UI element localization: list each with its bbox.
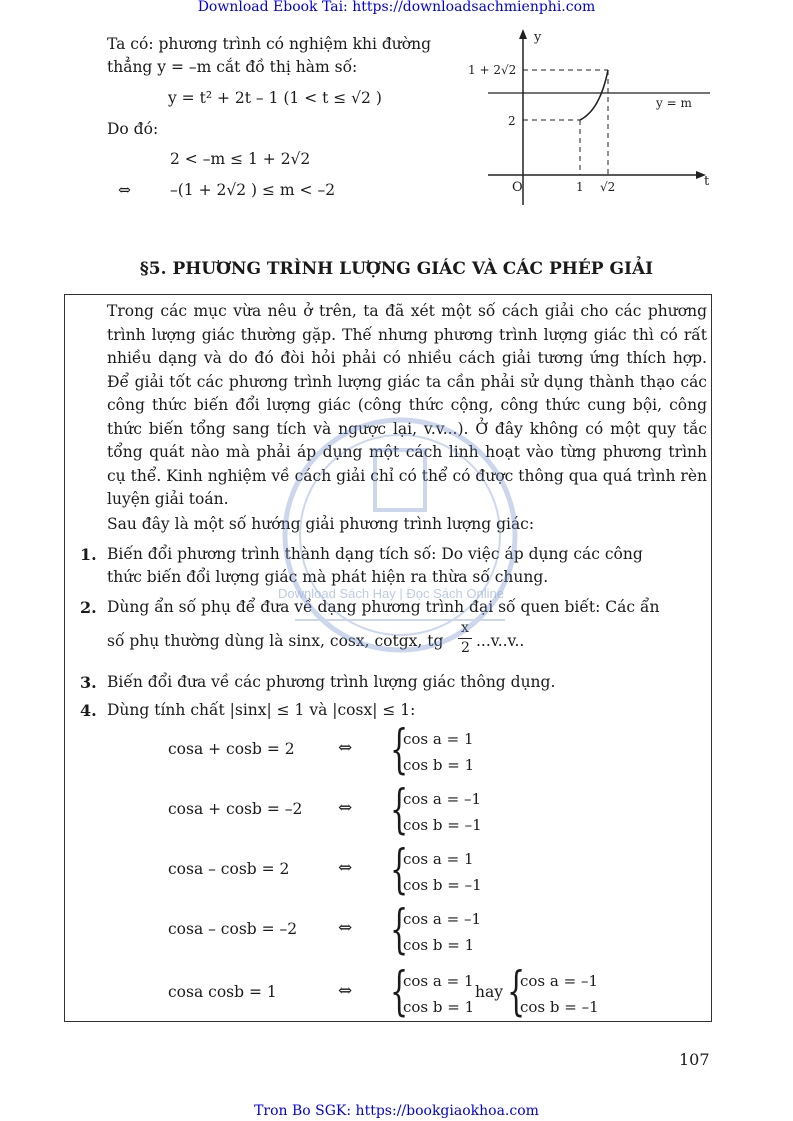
intro-do-do: Do đó: xyxy=(107,120,159,138)
system-5-brace-b: { xyxy=(507,962,526,1022)
system-3-equiv: ⇔ xyxy=(338,858,353,878)
system-1-brace: { xyxy=(390,720,409,780)
y-tick-top: 1 + 2√2 xyxy=(468,63,517,77)
system-2-row-1: cos a = –1 xyxy=(403,790,481,808)
footer-link[interactable]: Tron Bo SGK: https://bookgiaokhoa.com xyxy=(254,1103,539,1119)
system-1-row-1: cos a = 1 xyxy=(403,730,474,748)
system-4-brace: { xyxy=(390,900,409,960)
fraction-numerator: x xyxy=(461,620,469,636)
system-5-row-1: cos a = 1 xyxy=(403,972,474,990)
system-4-row-1: cos a = –1 xyxy=(403,910,481,928)
system-4-equiv: ⇔ xyxy=(338,918,353,938)
system-4-lhs: cosa – cosb = –2 xyxy=(168,920,298,938)
intro-inequality-1: 2 < –m ≤ 1 + 2√2 xyxy=(170,150,311,168)
system-5-equiv: ⇔ xyxy=(338,981,353,1001)
system-5-hay: hay xyxy=(475,983,503,1001)
system-3-row-2: cos b = –1 xyxy=(403,876,482,894)
item-3-line-1: Biến đổi đưa về các phương trình lượng giác thông dụng. xyxy=(107,673,556,691)
watermark-logo xyxy=(255,410,545,660)
item-2-line-2: số phụ thường dùng là sinx, cosx, cotgx, tg xyxy=(107,632,444,650)
system-5-row-3: cos a = –1 xyxy=(520,972,598,990)
system-5-lhs: cosa cosb = 1 xyxy=(168,983,277,1001)
item-1-number: 1. xyxy=(80,545,97,564)
section-title: §5. PHƯƠNG TRÌNH LƯỢNG GIÁC VÀ CÁC PHÉP GIẢI xyxy=(139,259,654,279)
fraction-denominator: 2 xyxy=(461,640,470,656)
system-2-lhs: cosa + cosb = –2 xyxy=(168,800,303,818)
item-2-line-2-end: ...v..v.. xyxy=(476,632,525,650)
intro-line-1: Ta có: phương trình có nghiệm khi đường xyxy=(107,35,431,53)
intro-inequality-2: –(1 + 2√2 ) ≤ m < –2 xyxy=(170,181,336,199)
header-download-link[interactable]: Download Ebook Tai: https://downloadsachmienphi.com xyxy=(197,0,596,15)
item-1-line-2: thức biến đổi lượng giác mà phát hiện ra thừa số chung. xyxy=(107,568,549,586)
origin-label: O xyxy=(512,180,523,195)
item-2-number: 2. xyxy=(80,598,97,617)
box-paragraph-1: Trong các mục vừa nêu ở trên, ta đã xét một số cách giải cho các phương trình lượng giác thường gặp. Thế nhưng phương trình lượng giác thì có rất nhiều dạng và do đó đòi hỏi phải có nhiều cách giải tương ứng thích hợp. Để giải tốt các phương trình lượng giác ta cần phải sử dụng thành thạo các công thức biến đổi lượng giác (công thức cộng, công thức cung bội, công thức biến tổng sang tích và ngược lại, v.v...). Ở đây không có một quy tắc tổng quát nào mà phải áp dụng một cách linh hoạt vào từng phương trình cụ thể. Kinh nghiệm về cách giải chỉ có thể có được thông qua quá trình rèn luyện giải toán. xyxy=(107,302,707,508)
system-3-brace: { xyxy=(390,840,409,900)
system-5-row-2: cos b = 1 xyxy=(403,998,475,1016)
system-1-row-2: cos b = 1 xyxy=(403,756,475,774)
system-2-row-2: cos b = –1 xyxy=(403,816,482,834)
intro-function: y = t² + 2t – 1 (1 < t ≤ √2 ) xyxy=(168,89,382,107)
item-1-line-1: Biến đổi phương trình thành dạng tích số: Do việc áp dụng các công xyxy=(107,545,643,563)
x-tick-sqrt2: √2 xyxy=(600,180,616,194)
system-1-equiv: ⇔ xyxy=(338,738,353,758)
item-3-number: 3. xyxy=(80,673,97,692)
system-4-row-2: cos b = 1 xyxy=(403,936,475,954)
system-5-row-4: cos b = –1 xyxy=(520,998,599,1016)
system-5-brace-a: { xyxy=(390,962,409,1022)
parabola-curve xyxy=(580,70,608,120)
page-number: 107 xyxy=(679,1050,710,1069)
intro-line-2: thẳng y = –m cắt đồ thị hàm số: xyxy=(107,58,358,76)
system-3-row-1: cos a = 1 xyxy=(403,850,474,868)
watermark-text: Download Sách Hay | Đọc Sách Online xyxy=(278,586,504,601)
item-4-number: 4. xyxy=(80,701,97,720)
system-2-equiv: ⇔ xyxy=(338,798,353,818)
item-4-line-1: Dùng tính chất |sinx| ≤ 1 và |cosx| ≤ 1: xyxy=(107,701,416,719)
function-graph xyxy=(460,25,720,215)
y-tick-two: 2 xyxy=(508,114,516,128)
box-paragraph-2: Sau đây là một số hướng giải phương trình lượng giác: xyxy=(107,515,535,533)
line-label: y = m xyxy=(656,96,692,110)
x-tick-one: 1 xyxy=(576,180,584,194)
y-axis-label: y xyxy=(534,30,542,45)
item-2-line-1: Dùng ẩn số phụ để đưa về dạng phương trình đại số quen biết: Các ẩn xyxy=(107,598,660,616)
system-3-lhs: cosa – cosb = 2 xyxy=(168,860,290,878)
intro-equiv-symbol: ⇔ xyxy=(118,181,131,199)
system-1-lhs: cosa + cosb = 2 xyxy=(168,740,295,758)
y-axis-arrow xyxy=(519,29,527,39)
system-2-brace: { xyxy=(390,780,409,840)
x-axis-label: t xyxy=(704,174,710,189)
